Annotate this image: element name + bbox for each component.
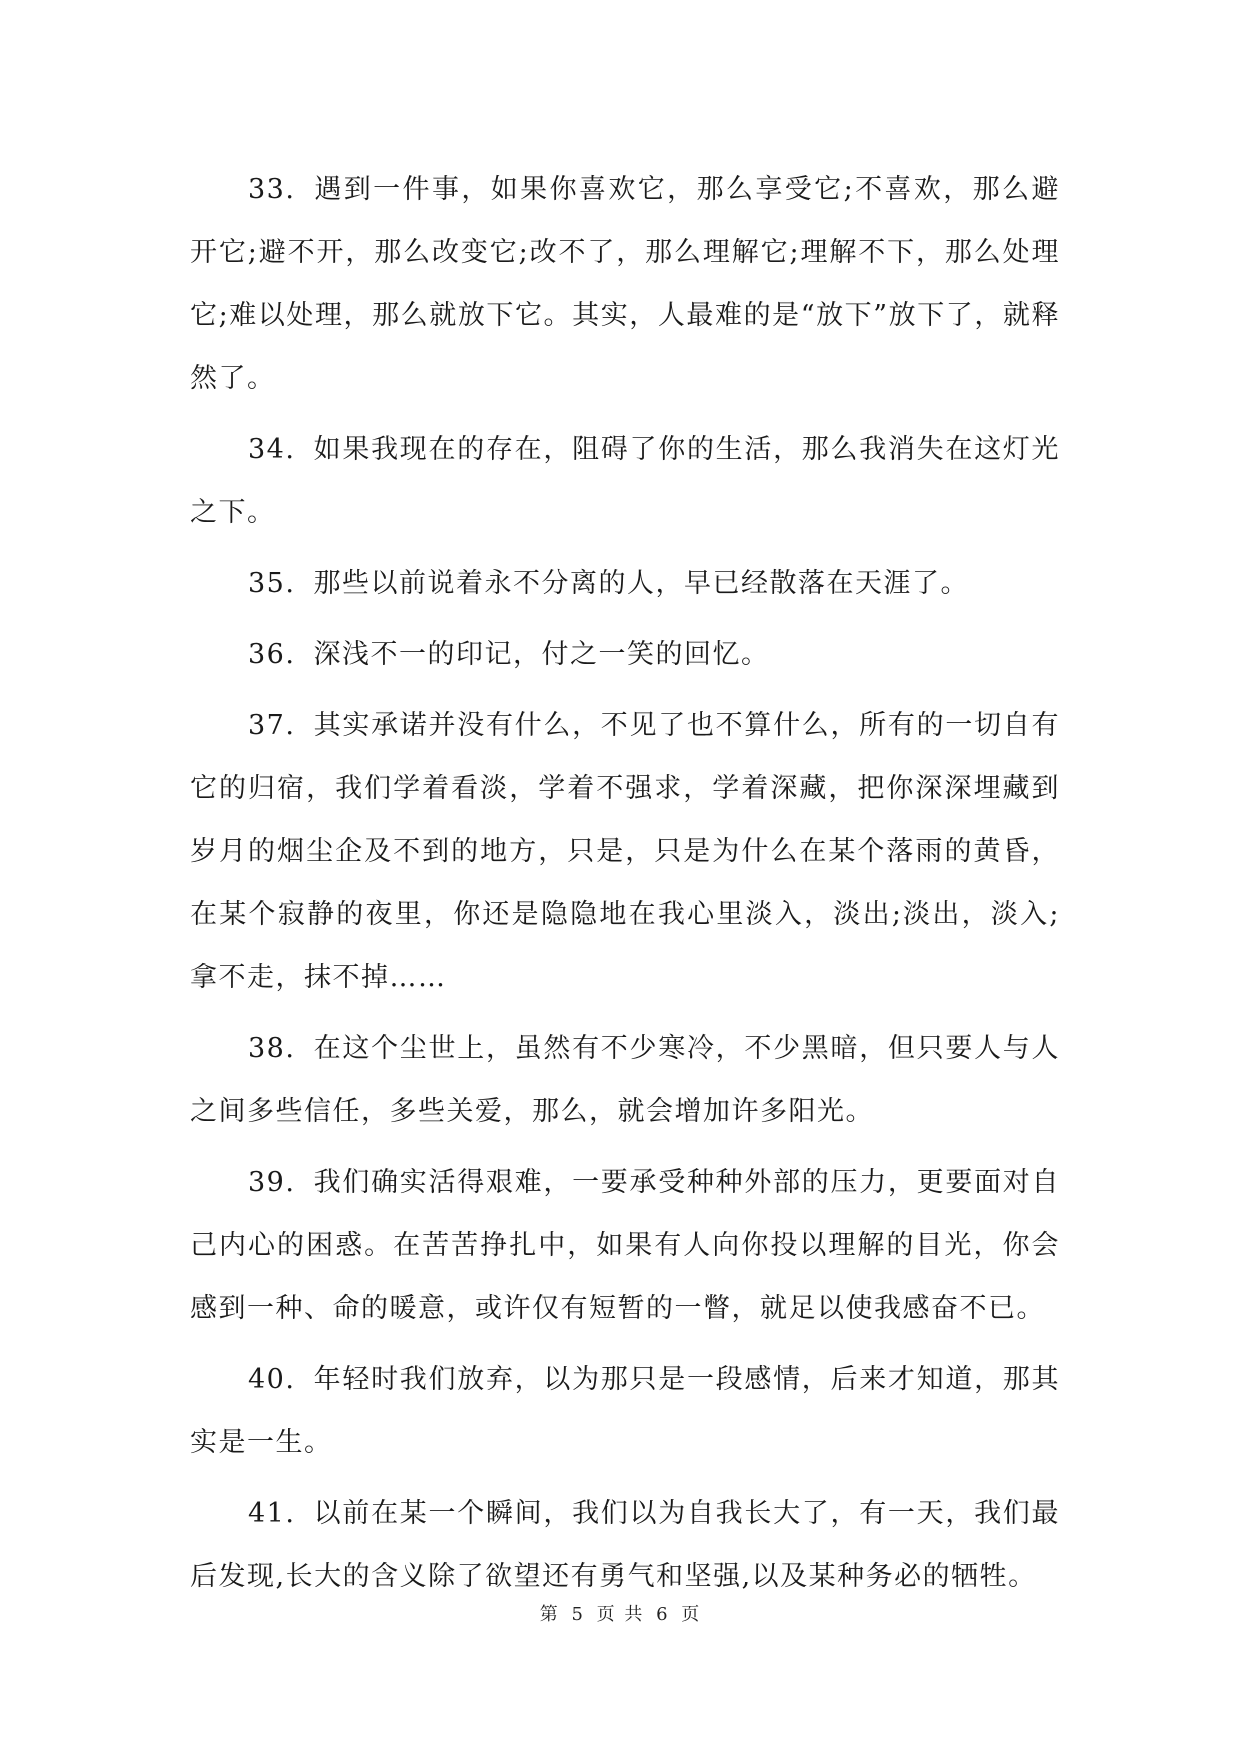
page-footer [0,1600,1241,1626]
paragraph-text: 如果我现在的存在，阻碍了你的生活，那么我消失在这灯光之下。 [190,434,1060,528]
paragraph-number: 39. [248,1167,296,1198]
footer-page-number: 5 [571,1604,585,1625]
footer-middle: 页 共 [596,1604,645,1625]
paragraph-36 [190,623,1060,686]
paragraph-text: 遇到一件事，如果你喜欢它，那么享受它;不喜欢，那么避开它;避不开，那么改变它;改不了，那么理解它;理解不下，那么处理它;难以处理，那么就放下它。其实，人最难的是“放下”放下了，就释然了。 [190,174,1060,394]
paragraph-text: 其实承诺并没有什么，不见了也不算什么，所有的一切自有它的归宿，我们学着看淡，学着不强求，学着深藏，把你深深埋藏到岁月的烟尘企及不到的地方，只是，只是为什么在某个落雨的黄昏，在某个寂静的夜里，你还是隐隐地在我心里淡入，淡出;淡出，淡入;拿不走，抹不掉…… [190,710,1060,993]
paragraph-text: 在这个尘世上，虽然有不少寒冷，不少黑暗，但只要人与人之间多些信任，多些关爱，那么，就会增加许多阳光。 [190,1033,1060,1127]
paragraph-number: 37. [248,710,296,741]
footer-prefix: 第 [539,1604,560,1625]
paragraph-41 [190,1482,1060,1608]
paragraph-text: 那些以前说着永不分离的人，早已经散落在天涯了。 [313,568,969,599]
footer-total-pages: 6 [656,1604,670,1625]
paragraph-33 [190,158,1060,410]
paragraph-text: 以前在某一个瞬间，我们以为自我长大了，有一天，我们最后发现,长大的含义除了欲望还有勇气和坚强,以及某种务必的牺牲。 [190,1498,1060,1592]
paragraph-text: 深浅不一的印记，付之一笑的回忆。 [313,639,770,670]
paragraph-39 [190,1151,1060,1340]
paragraph-number: 38. [248,1033,296,1064]
paragraph-number: 36. [248,639,296,670]
paragraph-number: 35. [248,568,296,599]
body-text [190,158,1060,1616]
paragraph-37 [190,694,1060,1009]
paragraph-40 [190,1348,1060,1474]
paragraph-text: 年轻时我们放弃，以为那只是一段感情，后来才知道，那其实是一生。 [190,1364,1060,1458]
paragraph-34 [190,418,1060,544]
paragraph-text: 我们确实活得艰难，一要承受种种外部的压力，更要面对自己内心的困惑。在苦苦挣扎中，如果有人向你投以理解的目光，你会感到一种、命的暖意，或许仅有短暂的一瞥，就足以使我感奋不已。 [190,1167,1060,1324]
paragraph-number: 40. [248,1364,296,1395]
paragraph-number: 33. [248,174,296,205]
paragraph-number: 34. [248,434,296,465]
paragraph-number: 41. [248,1498,296,1529]
footer-suffix: 页 [681,1604,702,1625]
paragraph-35 [190,552,1060,615]
paragraph-38 [190,1017,1060,1143]
